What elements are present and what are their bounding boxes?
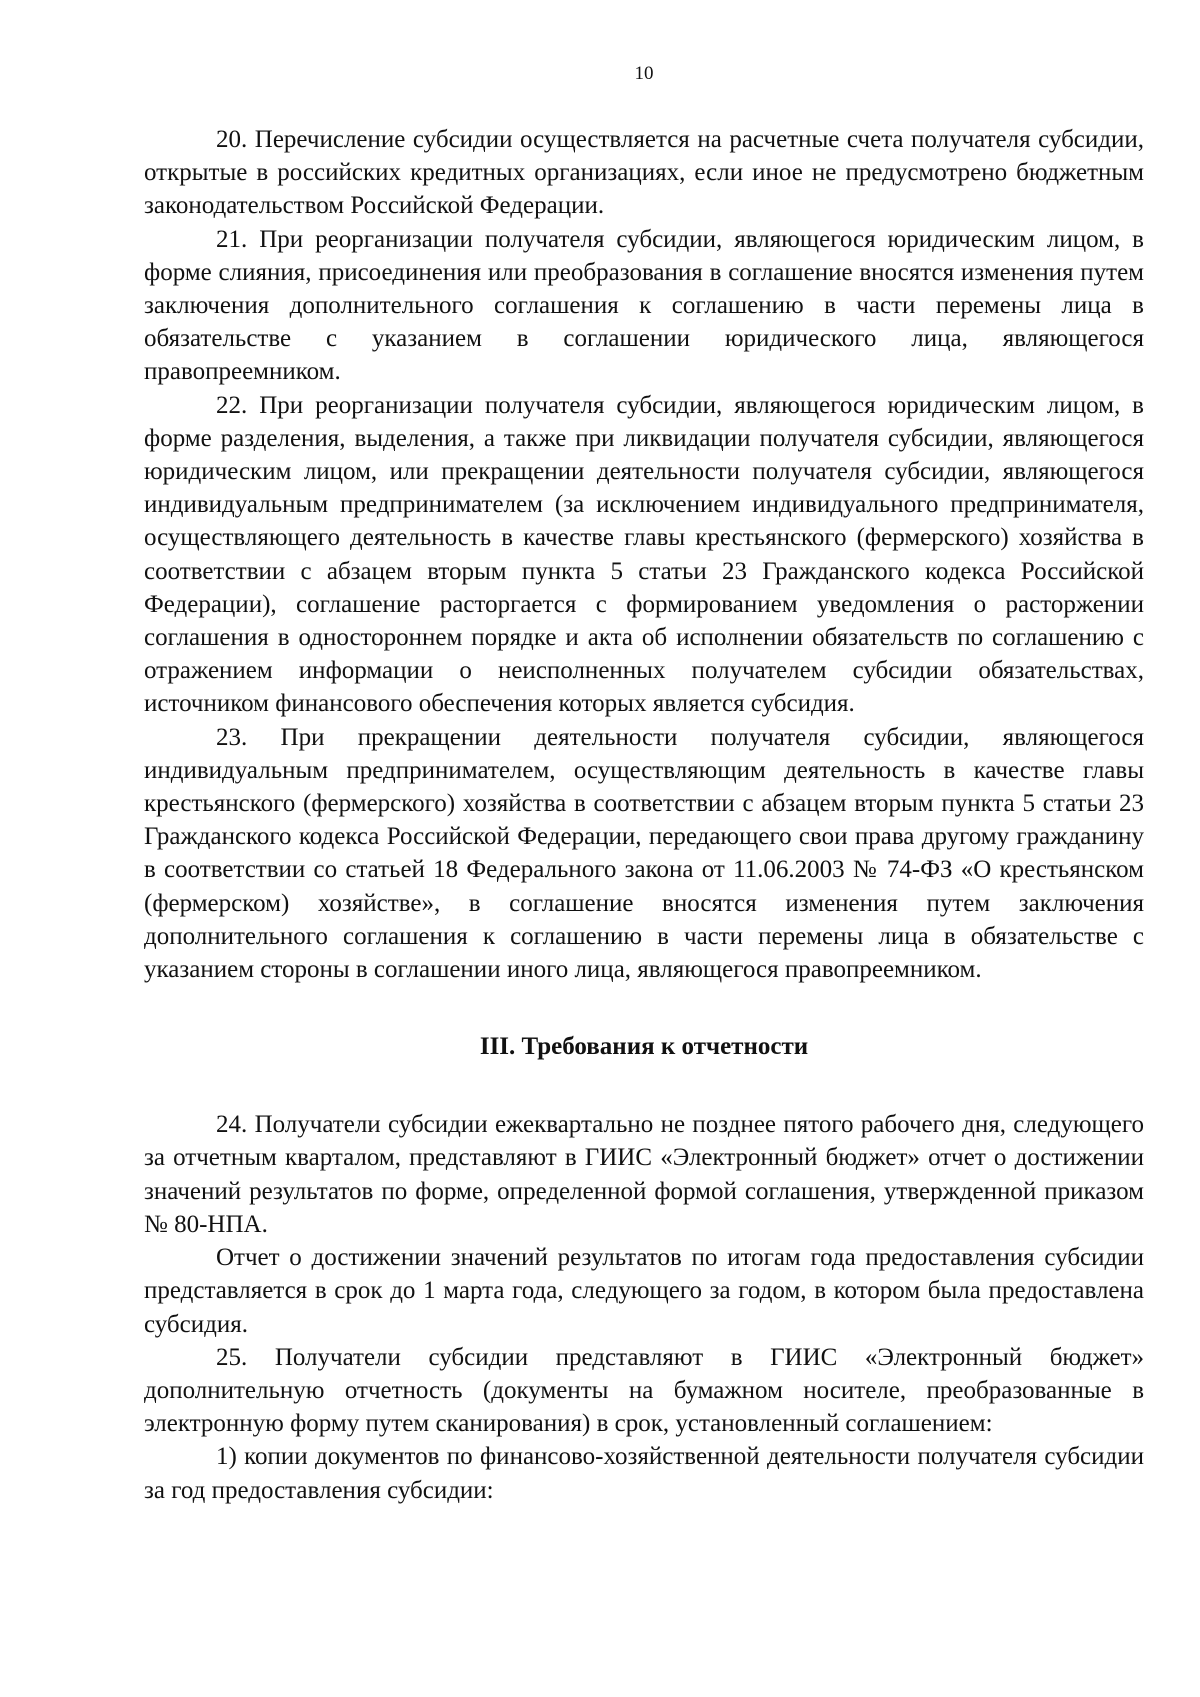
page-number: 10 [634,63,654,84]
paragraph-24: 24. Получатели субсидии ежеквартально не позднее пятого рабочего дня, следующего за отчетным кварталом, представляют в ГИИС «Электронный бюджет» отчет о достижении значений результатов по форме, определенной формой соглашения, утвержденной приказом № 80-НПА. [144,1111,1144,1238]
paragraph-22: 22. При реорганизации получателя субсидии, являющегося юридическим лицом, в форме разделения, выделения, а также при ликвидации получателя субсидии, являющегося юридическим лицом, или прекращении деятельности получателя субсидии, являющегося индивидуальным предпринимателем (за исключением индивидуального предпринимателя, осуществляющего деятельность в качестве главы крестьянского (фермерского) хозяйства в соответствии с абзацем вторым пункта 5 статьи 23 Гражданского кодекса Российской Федерации), соглашение расторгается с формированием уведомления о расторжении соглашения в одностороннем порядке и акта об исполнении обязательств по соглашению с отражением информации о неисполненных получателем субсидии обязательствах, источником финансового обеспечения которых является субсидия. [144,391,1144,718]
paragraph-25: 25. Получатели субсидии представляют в ГИИС «Электронный бюджет» дополнительную отчетность (документы на бумажном носителе, преобразованные в электронную форму путем сканирования) в срок, установленный соглашением: [144,1343,1144,1438]
paragraph-25-item-1: 1) копии документов по финансово-хозяйственной деятельности получателя субсидии за год предоставления субсидии: [144,1443,1144,1504]
paragraph-24-report-deadline: Отчет о достижении значений результатов по итогам года предоставления субсидии представляется в срок до 1 марта года, следующего за годом, в котором была предоставлена субсидия. [144,1244,1144,1338]
paragraph-21: 21. При реорганизации получателя субсидии, являющегося юридическим лицом, в форме слияния, присоединения или преобразования в соглашение вносятся изменения путем заключения дополнительного соглашения к соглашению в части перемены лица в обязательстве с указанием в соглашении юридического лица, являющегося правопреемником. [144,225,1144,386]
paragraph-20: 20. Перечисление субсидии осуществляется на расчетные счета получателя субсидии, открытые в российских кредитных организациях, если иное не предусмотрено бюджетным законодательством Российской Федерации. [144,126,1144,220]
document-page [144,62,1144,1507]
paragraph-23: 23. При прекращении деятельности получателя субсидии, являющегося индивидуальным предпринимателем, осуществляющим деятельность в качестве главы крестьянского (фермерского) хозяйства в соответствии с абзацем вторым пункта 5 статьи 23 Гражданского кодекса Российской Федерации, передающего свои права другому гражданину в соответствии со статьей 18 Федерального закона от 11.06.2003 № 74-ФЗ «О крестьянском (фермерском) хозяйстве», в соглашение вносятся изменения путем заключения дополнительного соглашения к соглашению в части перемены лица в обязательстве с указанием стороны в соглашении иного лица, являющегося правопреемником. [144,723,1144,984]
section-heading: III. Требования к отчетности [479,1033,809,1061]
